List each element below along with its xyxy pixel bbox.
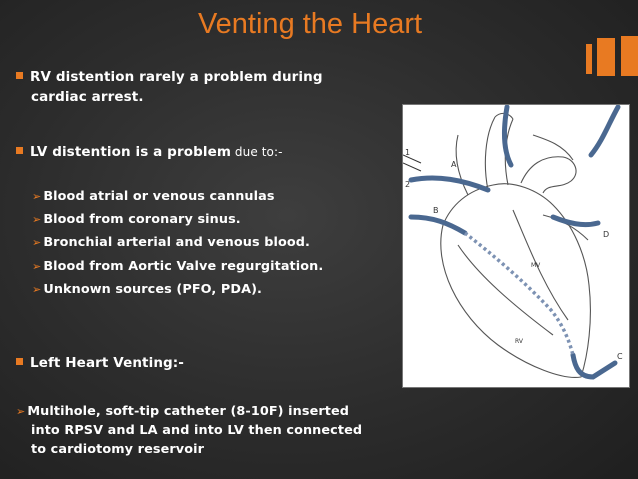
sub-item: ➢ Blood from Aortic Valve regurgitation. [32,259,324,274]
bullet-catheter-cont: into RPSV and LA and into LV then connected [31,423,363,438]
arrow-bullet-icon: ➢ [32,236,42,249]
bullet-square-icon [16,147,23,154]
label-c: C [617,352,623,361]
bullet-square-icon [16,358,23,365]
label-1: 1 [405,148,411,157]
accent-bar [597,38,615,76]
label-b: B [433,206,439,215]
arrow-bullet-icon: ➢ [32,260,42,273]
bullet-left-heart-venting [16,354,184,373]
label-mv: MV [531,262,541,269]
heart-venting-diagram [402,104,630,388]
arrow-bullet-icon: ➢ [32,213,42,226]
accent-bar [586,44,592,74]
bullet-text: RV distention rarely a problem during [30,69,323,85]
arrow-bullet-icon: ➢ [32,190,42,203]
slide-title: Venting the Heart [197,8,423,40]
bullet-text: Left Heart Venting:- [30,355,184,371]
bullet-catheter: ➢ Multihole, soft-tip catheter (8-10F) inserted [16,404,350,419]
sub-item: ➢ Blood from coronary sinus. [32,212,241,227]
bullet-rv-distention [16,68,323,87]
bullet-catheter-cont: to cardiotomy reservoir [31,442,205,457]
label-d: D [603,230,610,239]
arrow-bullet-icon: ➢ [32,283,42,296]
bullet-text: LV distention is a problem [30,144,231,160]
bullet-lv-distention [16,143,283,162]
sub-item: ➢ Bronchial arterial and venous blood. [32,235,310,250]
arrow-bullet-icon: ➢ [16,405,26,418]
sub-item: ➢ Blood atrial or venous cannulas [32,189,275,204]
heart-illustration [403,105,629,387]
bullet-rv-distention-cont: cardiac arrest. [31,89,144,105]
sub-item: ➢ Unknown sources (PFO, PDA). [32,282,262,297]
label-rv: RV [515,338,523,345]
bullet-square-icon [16,72,23,79]
bullet-text-suffix: due to:- [231,145,283,159]
label-2: 2 [405,180,411,189]
accent-bar [621,36,638,76]
label-a: A [451,160,457,169]
